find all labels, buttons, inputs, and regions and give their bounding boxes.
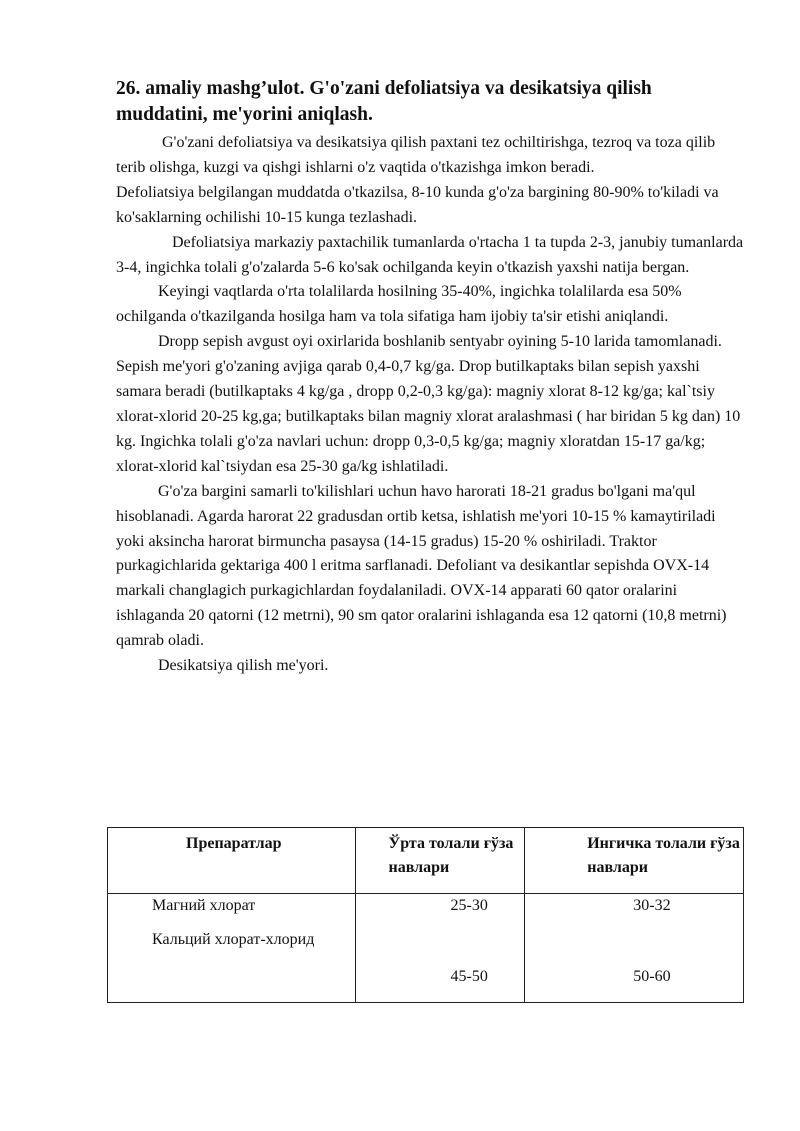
preparation-name: Магний хлорат — [152, 897, 256, 914]
column-header-preparations: Препаратлар — [108, 828, 356, 894]
paragraph: Defoliatsiya belgilangan muddatda o'tkazilsa, 8-10 kunda g'o'za bargining 80-90% to'kiladi va ko'saklarning ochilishi 10-15 kunga tezlashadi. — [116, 183, 719, 226]
page-title: 26. amaliy mashg’ulot. G'o'zani defoliatsiya va desikatsiya qilish muddatini, me'yorini aniqlash. — [116, 78, 652, 125]
rate-value: 25-30 — [450, 897, 488, 914]
document-body — [116, 131, 746, 679]
column-header-medium-fiber: Ўрта толали ғўза навлари — [356, 828, 525, 894]
table-caption: Desikatsiya qilish me'yori. — [158, 657, 329, 675]
table-header-row — [108, 828, 744, 894]
fine-fiber-values-cell — [525, 894, 744, 1003]
table-row — [108, 894, 744, 1003]
paragraph: Dropp sepish avgust oyi oxirlarida boshlanib sentyabr oyining 5-10 larida tamomlanadi. Sepish me'yori g'o'zaning avjiga qarab 0,4-0,7 kg/ga. Drop butilkaptaks bilan sepish yaxshi samara beradi (butilkaptaks 4 kg/ga , dropp 0,2-0,3 kg/ga): magniy xlorat 8-12 kg/ga; kal`tsiy xlorat-xlorid 20-25 kg,ga; butilkaptaks bilan magniy xlorat aralashmasi ( har biridan 5 kg dan) 10 kg. Ingichka tolali g'o'za navlari uchun: dropp 0,3-0,5 kg/ga; magniy xloratdan 15-17 ga/kg; xlorat-xlorid kal`tsiydan esa 25-30 ga/kg ishlatiladi. — [116, 333, 741, 475]
desiccation-rate-table — [107, 827, 744, 1003]
preparation-names-cell — [108, 894, 356, 1003]
paragraph: Defoliatsiya markaziy paxtachilik tumanlarda o'rtacha 1 ta tupda 2-3, janubiy tumanlarda 3-4, ingichka tolali g'o'zalarda 5-6 ko'sak ochilganda keyin o'tkazish yaxshi natija bergan. — [116, 233, 744, 276]
rate-value: 50-60 — [633, 968, 671, 985]
paragraph: G'o'zani defoliatsiya va desikatsiya qilish paxtani tez ochiltirishga, tezroq va toza qilib terib olishga, kuzgi va qishgi ishlarni o'z vaqtida o'tkazishga imkon beradi. — [116, 134, 716, 176]
preparation-name: Кальций хлорат-хлорид — [152, 931, 315, 948]
rate-value: 30-32 — [633, 897, 671, 914]
medium-fiber-values-cell — [356, 894, 525, 1003]
paragraph: Keyingi vaqtlarda o'rta tolalilarda hosilning 35-40%, ingichka tolalilarda esa 50% ochilganda o'tkazilganda hosilga ham va tola sifatiga ham ijobiy ta'sir etishi aniqlandi. — [116, 283, 682, 326]
column-header-fine-fiber: Ингичка толали ғўза навлари — [525, 828, 744, 894]
rate-value: 45-50 — [450, 968, 488, 985]
paragraph: G'o'za bargini samarli to'kilishlari uchun havo harorati 18-21 gradus bo'lgani ma'qul hisoblanadi. Agarda harorat 22 gradusdan ortib ketsa, ishlatish me'yori 10-15 % kamaytiriladi yoki aksincha harorat birmuncha pasaysa (14-15 gradus) 15-20 % oshiriladi. Traktor purkagichlarida gektariga 400 l eritma sarflanadi. Defoliant va desikantlar sepishda OVX-14 markali changlagich purkagichlardan foydalaniladi. OVX-14 apparati 60 qator oralarini ishlaganda 20 qatorni (12 metrni), 90 sm qator oralarini ishlaganda esa 12 qatorni (10,8 metrni) qamrab oladi. — [116, 482, 727, 650]
